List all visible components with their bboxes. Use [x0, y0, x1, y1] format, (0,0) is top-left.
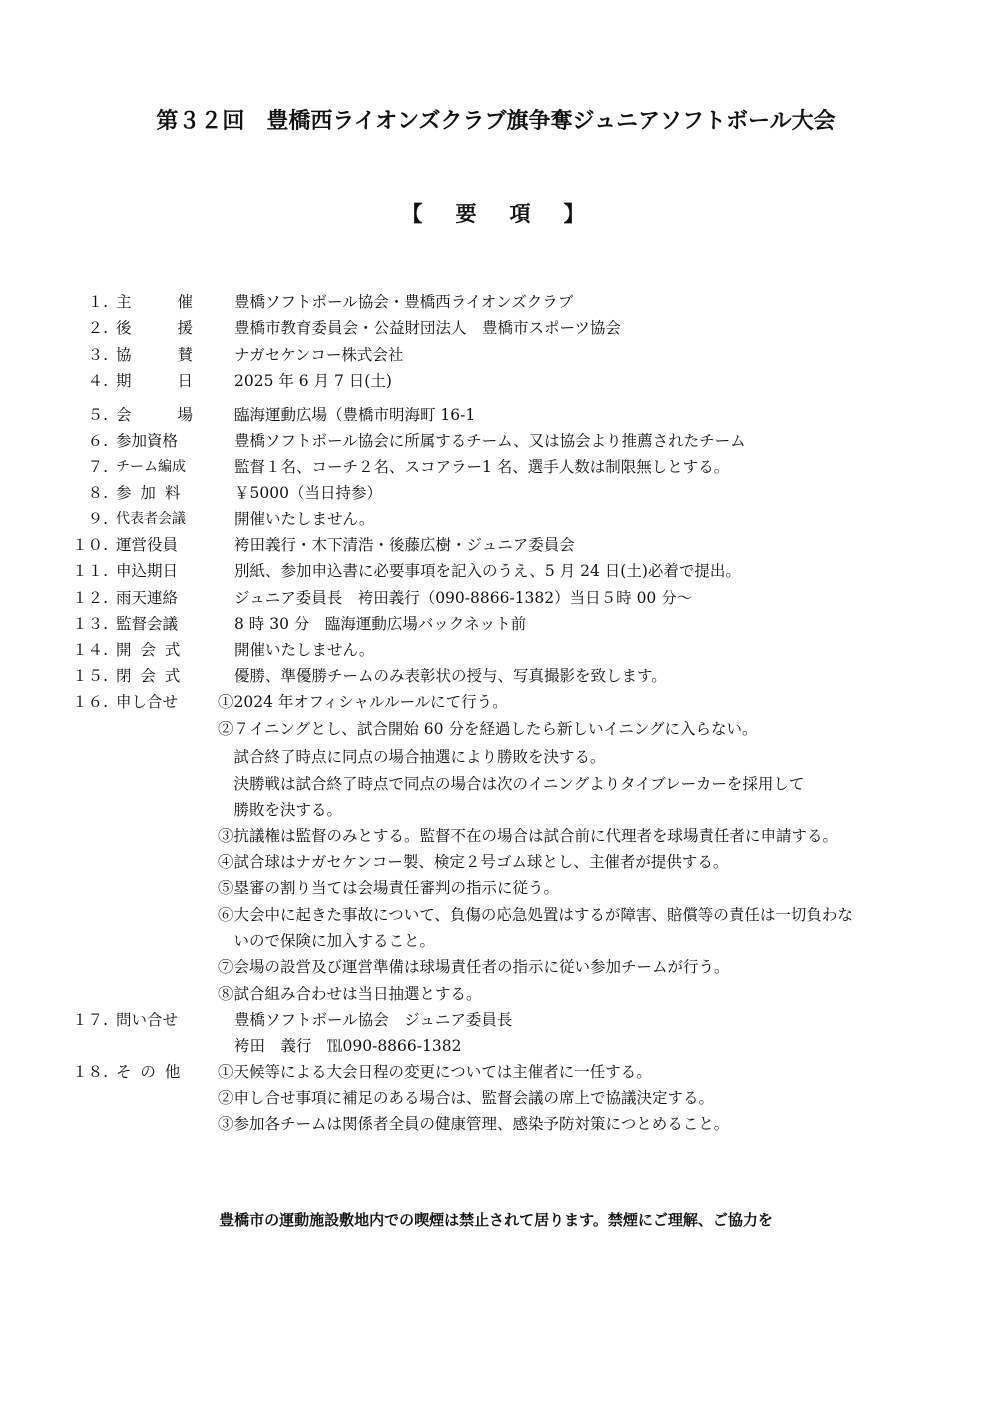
item-label: 申込期日	[116, 562, 179, 580]
item-value: 2025 年 6 月 7 日(土)	[234, 372, 392, 390]
item-value: 開催いたしません。	[234, 510, 375, 528]
item-value: 優勝、準優勝チームのみ表彰状の授与、写真撮影を致します。	[234, 667, 667, 685]
contact-line: 豊橋ソフトボール協会 ジュニア委員長	[234, 1011, 513, 1029]
item-number: ２.	[87, 319, 108, 337]
item-number: １４.	[72, 641, 108, 659]
item-value: ナガセケンコー株式会社	[234, 346, 404, 364]
item-label: 協 賛	[116, 346, 199, 364]
item-value: ￥5000（当日持参）	[234, 484, 382, 502]
rule-line: ④試合球はナガセケンコー製、検定２号ゴム球とし、主催者が提供する。	[218, 853, 729, 871]
item-number: １０.	[72, 536, 108, 554]
item-label: 主 催	[116, 293, 199, 311]
item-label: 雨天連絡	[116, 589, 179, 607]
rule-line: ⑤塁審の割り当ては会場責任審判の指示に従う。	[218, 879, 560, 897]
item-label: 後 援	[116, 319, 199, 337]
item-number: ３.	[87, 346, 108, 364]
item-number: ８.	[87, 484, 108, 502]
other-line: ③参加各チームは関係者全員の健康管理、感染予防対策につとめること。	[218, 1115, 730, 1133]
item-value: 8 時 30 分 臨海運動広場バックネット前	[234, 615, 527, 633]
other-line: ②申し合せ事項に補足のある場合は、監督会議の席上で協議決定する。	[218, 1089, 715, 1107]
item-value: 豊橋市教育委員会・公益財団法人 豊橋市スポーツ協会	[234, 319, 621, 337]
item-value: 開催いたしません。	[234, 641, 375, 659]
item-label: 期 日	[116, 372, 199, 390]
item-number: １６.	[72, 693, 108, 711]
item-number: １.	[87, 293, 108, 311]
item-number: ９.	[87, 510, 108, 528]
rule-line: ①2024 年オフィシャルルールにて行う。	[218, 693, 508, 711]
item-number: ６.	[87, 432, 108, 450]
item-label: そ の 他	[116, 1063, 183, 1081]
rule-line: ③抗議権は監督のみとする。監督不在の場合は試合前に代理者を球場責任者に申請する。	[218, 827, 839, 845]
item-value: ジュニア委員長 袴田義行（090-8866-1382）当日５時 00 分～	[234, 589, 693, 607]
item-label: チーム編成	[116, 459, 186, 475]
item-label: 運営役員	[116, 536, 179, 554]
smoking-notice: 豊橋市の運動施設敷地内での喫煙は禁止されて居ります。禁煙にご理解、ご協力を	[219, 1211, 773, 1229]
rule-line: 勝敗を決する。	[218, 801, 343, 819]
item-label: 参加資格	[116, 432, 179, 450]
item-number: １７.	[72, 1011, 108, 1029]
item-number: １３.	[72, 615, 108, 633]
item-label: 代表者会議	[116, 511, 186, 527]
item-number: １２.	[72, 589, 108, 607]
other-line: ①天候等による大会日程の変更については主催者に一任する。	[218, 1063, 652, 1081]
item-label: 参 加 料	[116, 484, 183, 502]
item-value: 豊橋ソフトボール協会・豊橋西ライオンズクラブ	[234, 293, 574, 311]
item-number: ５.	[87, 406, 108, 424]
item-value: 臨海運動広場（豊橋市明海町 16-1	[234, 406, 476, 424]
rule-line: いので保険に加入すること。	[218, 932, 436, 950]
item-label: 閉 会 式	[116, 667, 183, 685]
rule-line: ⑧試合組み合わせは当日抽選とする。	[218, 985, 482, 1003]
item-label: 会 場	[116, 406, 199, 424]
rule-line: ⑥大会中に起きた事故について、負傷の応急処置はするが障害、賠償等の責任は一切負わな	[218, 906, 853, 924]
item-number: １１.	[72, 562, 108, 580]
item-label: 問い合せ	[116, 1011, 179, 1029]
document-title: 第３２回 豊橋西ライオンズクラブ旗争奪ジュニアソフトボール大会	[156, 109, 836, 134]
item-number: ４.	[87, 372, 108, 390]
item-number: １８.	[72, 1063, 108, 1081]
contact-line: 袴田 義行 ℡090-8866-1382	[234, 1037, 462, 1055]
rule-line: ②７イニングとし、試合開始 60 分を経過したら新しいイニングに入らない。	[218, 720, 758, 738]
item-value: 袴田義行・木下清浩・後藤広樹・ジュニア委員会	[234, 536, 575, 554]
item-label: 監督会議	[116, 615, 179, 633]
item-value: 豊橋ソフトボール協会に所属するチーム、又は協会より推薦されたチーム	[234, 432, 746, 450]
item-number: １５.	[72, 667, 108, 685]
item-value: 監督１名、コーチ２名、スコアラー1 名、選手人数は制限無しとする。	[234, 458, 730, 476]
rule-line: 決勝戦は試合終了時点で同点の場合は次のイニングよりタイブレーカーを採用して	[218, 775, 805, 793]
item-label: 申し合せ	[116, 693, 179, 711]
section-heading: 【 要 項 】	[401, 202, 591, 226]
rule-line: 試合終了時点に同点の場合抽選により勝敗を決する。	[218, 748, 606, 766]
rule-line: ⑦会場の設営及び運営準備は球場責任者の指示に従い参加チームが行う。	[218, 958, 730, 976]
item-value: 別紙、参加申込書に必要事項を記入のうえ、5 月 24 日(土)必着で提出。	[234, 562, 741, 580]
item-label: 開 会 式	[116, 641, 183, 659]
item-number: ７.	[87, 458, 108, 476]
